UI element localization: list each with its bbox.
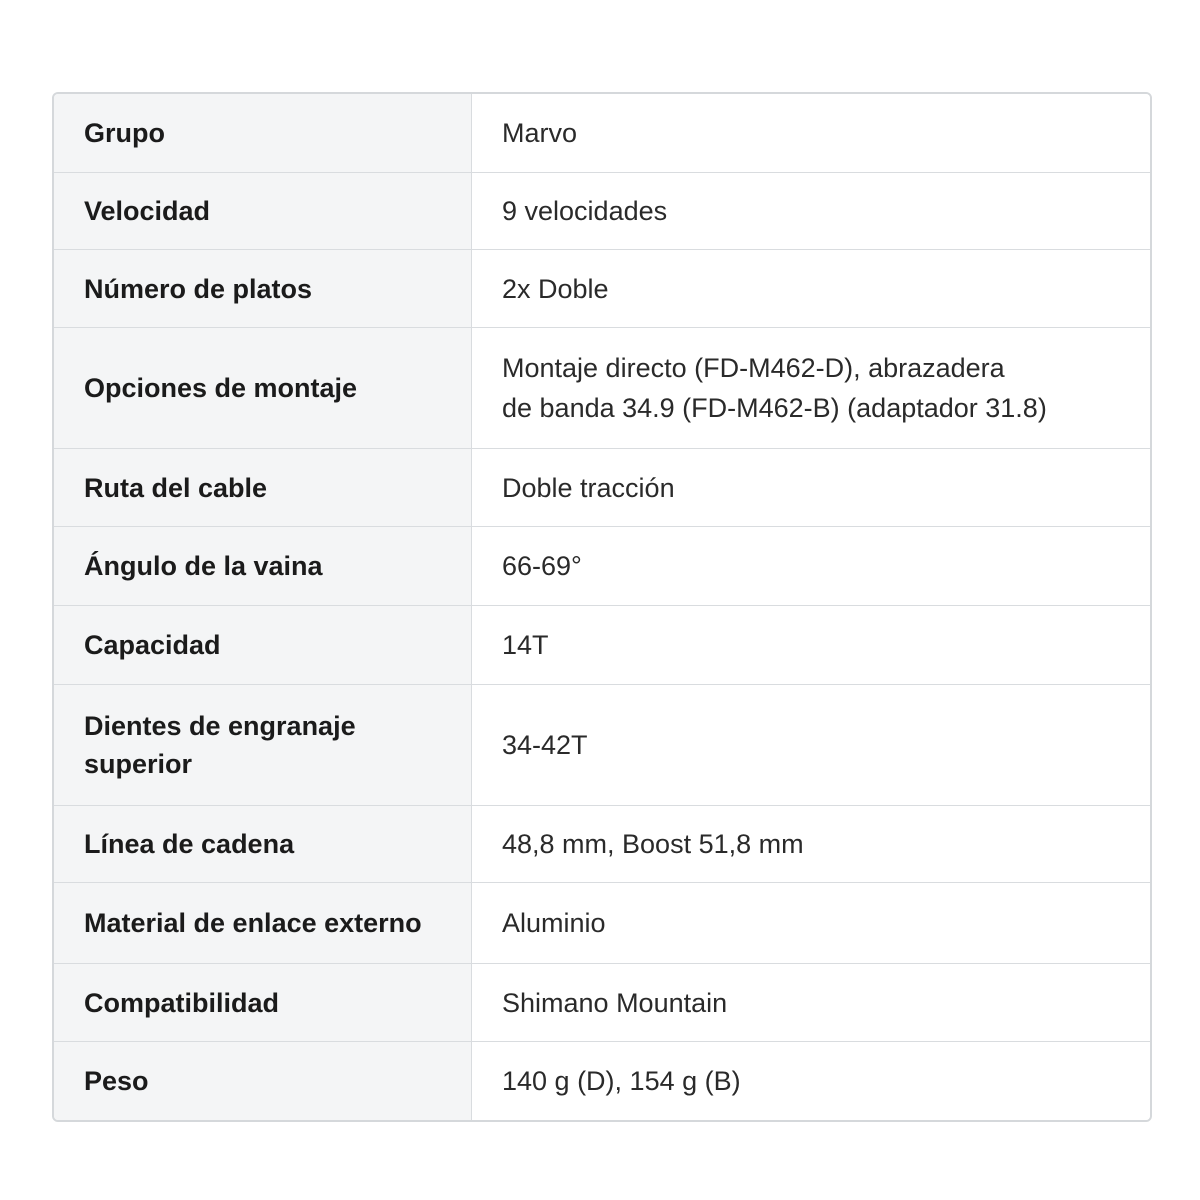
spec-table: [52, 92, 1152, 1122]
spec-row-platos: [54, 249, 1150, 327]
spec-label: Material de enlace externo: [54, 883, 472, 963]
spec-label: Velocidad: [54, 173, 472, 249]
spec-value: [472, 328, 1150, 448]
spec-row-angulo: [54, 526, 1150, 605]
spec-row-dientes: [54, 684, 1150, 805]
spec-row-velocidad: [54, 172, 1150, 249]
spec-row-grupo: [54, 94, 1150, 172]
spec-value-text: Shimano Mountain: [502, 987, 728, 1018]
spec-label: Número de platos: [54, 250, 472, 327]
spec-value: [472, 94, 1150, 172]
spec-value: [472, 685, 1150, 805]
spec-label: Línea de cadena: [54, 806, 472, 882]
spec-value-text: Marvo: [502, 118, 578, 148]
spec-row-cable: [54, 448, 1150, 526]
spec-value: [472, 606, 1150, 684]
spec-label: Compatibilidad: [54, 964, 472, 1041]
spec-value: [472, 173, 1150, 249]
spec-value-text: 14T: [502, 630, 549, 660]
spec-label: Capacidad: [54, 606, 472, 684]
spec-value-text: 66-69°: [502, 551, 582, 581]
spec-value-text: 140 g (D), 154 g (B): [502, 1066, 741, 1096]
spec-value-text: 9 velocidades: [502, 196, 668, 226]
spec-label: Grupo: [54, 94, 472, 172]
spec-row-montaje: [54, 327, 1150, 448]
spec-value-text: 2x Doble: [502, 273, 609, 304]
spec-label: Ángulo de la vaina: [54, 527, 472, 605]
spec-label: Peso: [54, 1042, 472, 1120]
spec-value: [472, 1042, 1150, 1120]
spec-value: [472, 806, 1150, 882]
spec-label: Opciones de montaje: [54, 328, 472, 448]
spec-value-text: Montaje directo (FD-M462-D), abrazadera de banda 34.9 (FD-M462-B) (adaptador 31.8): [502, 353, 1047, 423]
spec-value: [472, 964, 1150, 1041]
spec-row-capacidad: [54, 605, 1150, 684]
spec-value-text: 34-42T: [502, 730, 588, 760]
spec-value: [472, 883, 1150, 963]
spec-row-peso: [54, 1041, 1150, 1120]
spec-value-text: 48,8 mm, Boost 51,8 mm: [502, 829, 804, 859]
spec-value-text: Aluminio: [502, 908, 606, 938]
spec-value: [472, 449, 1150, 526]
spec-row-compatibilidad: [54, 963, 1150, 1041]
spec-row-material: [54, 882, 1150, 963]
spec-value: [472, 250, 1150, 327]
spec-row-linea: [54, 805, 1150, 882]
spec-value: [472, 527, 1150, 605]
spec-value-text: Doble tracción: [502, 472, 675, 503]
spec-label: Dientes de engranaje superior: [54, 685, 472, 805]
spec-label: Ruta del cable: [54, 449, 472, 526]
